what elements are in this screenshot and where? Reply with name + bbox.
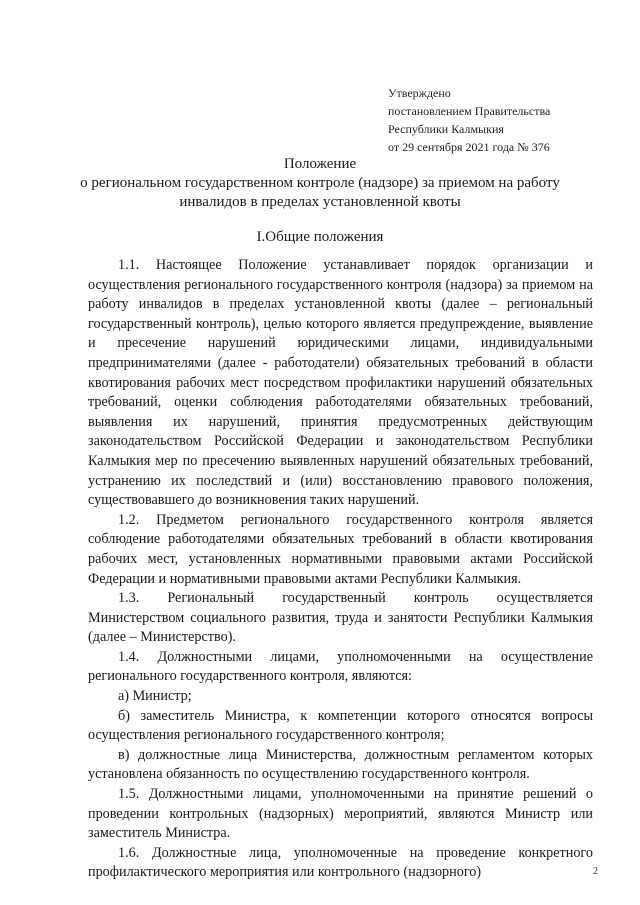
title-line-3: инвалидов в пределах установленной квоты	[179, 194, 461, 210]
paragraph: 1.2. Предметом регионального государственного контроля является соблюдение работодателями обязательных требований в области квотирования рабочих мест, установленных нормативными правовыми актами Российской Федерации и нормативными правовыми актами Республики Калмыкия.	[88, 511, 593, 587]
document-title	[60, 155, 580, 212]
paragraph: б) заместитель Министра, к компетенции которого относятся вопросы осуществления регионального государственного контроля;	[88, 707, 593, 744]
paragraph: 1.5. Должностными лицами, уполномоченными на принятие решений о проведении контрольных (надзорных) мероприятий, являются Министр или заместитель Министра.	[88, 786, 593, 842]
paragraph: 1.4. Должностными лицами, уполномоченными на осуществление регионального государственного контроля, являются:	[88, 648, 593, 685]
approval-line-1: Утверждено	[388, 86, 451, 100]
approval-stamp	[388, 84, 628, 156]
section-heading: I.Общие положения	[256, 229, 384, 245]
approval-line-2: постановлением Правительства	[388, 104, 551, 118]
page-number: 2	[593, 866, 598, 877]
document-body	[88, 256, 593, 883]
paragraph: 1.6. Должностные лица, уполномоченные на проведение конкретного профилактического мероприятия или контрольного (надзорного)	[88, 844, 593, 881]
paragraph: 1.1. Настоящее Положение устанавливает порядок организации и осуществления регионального государственного контроля (надзора) за приемом на работу инвалидов в пределах установленной квоты (далее – региональный государственный контроль), целью которого является предупреждение, выявление и пресечение нарушений юридическими лицами, индивидуальными предпринимателями (далее - работодатели) обязательных требований в области квотирования рабочих мест посредством профилактики нарушений обязательных требований, оценки соблюдения работодателями обязательных требований, выявления их нарушений, принятия предусмотренных действующим законодательством Российской Федерации и законодательством Республики Калмыкия мер по пресечению выявленных нарушений обязательных требований, устранению их последствий и (или) восстановлению правового положения, существовавшего до возникновения таких нарушений.	[88, 257, 593, 509]
title-line-2: о региональном государственном контроле (надзоре) за приемом на работу	[80, 175, 560, 191]
title-line-1: Положение	[283, 156, 357, 172]
paragraph: 1.3. Региональный государственный контроль осуществляется Министерством социального развития, труда и занятости Республики Калмыкия (далее – Министерство).	[88, 590, 593, 646]
paragraph: в) должностные лица Министерства, должностным регламентом которых установлена обязанность по осуществлению государственного контроля.	[88, 746, 593, 783]
approval-line-4: от 29 сентября 2021 года № 376	[388, 140, 550, 154]
approval-line-3: Республики Калмыкия	[388, 122, 504, 136]
paragraph: а) Министр;	[118, 688, 192, 705]
